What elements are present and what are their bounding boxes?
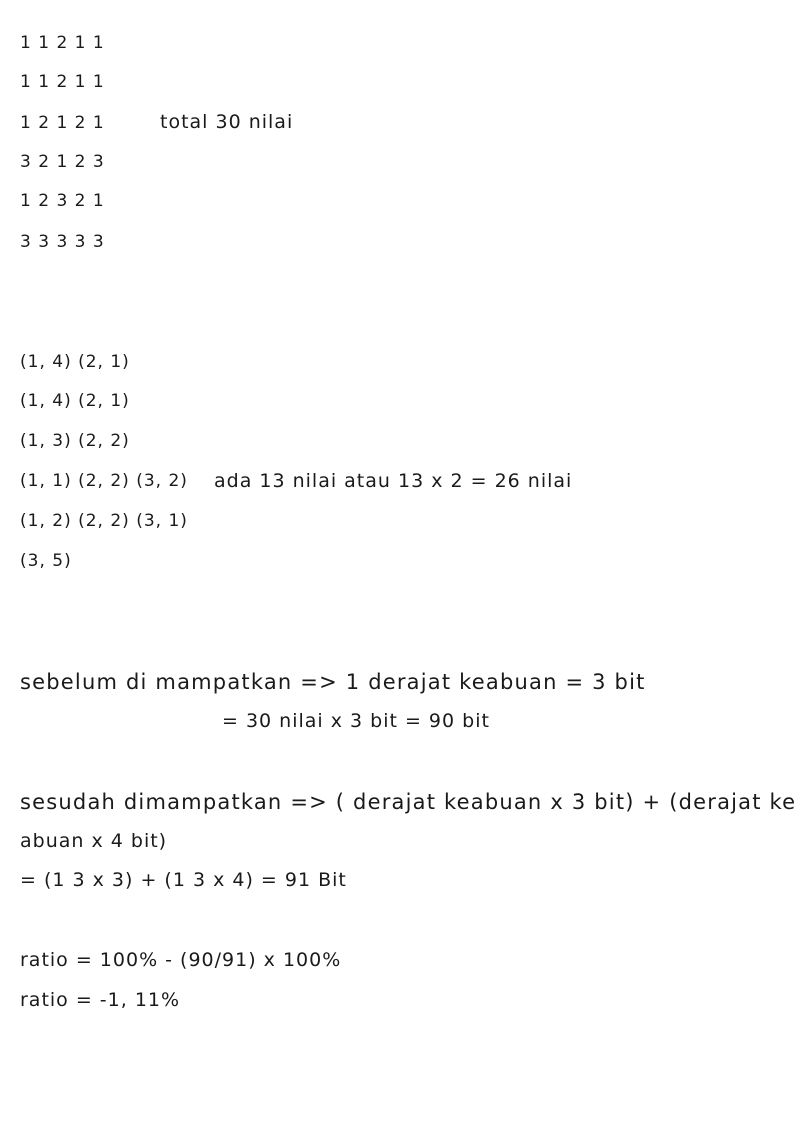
rle-row-4: (1, 1) (2, 2) (3, 2): [20, 471, 188, 491]
rle-row-3: (1, 3) (2, 2): [20, 431, 130, 451]
rle-row-6: (3, 5): [20, 551, 72, 571]
rle-count-note: ada 13 nilai atau 13 x 2 = 26 nilai: [214, 470, 573, 492]
before-line-1: sebelum di mampatkan => 1 derajat keabuan = 3 bit: [20, 670, 646, 694]
before-line-2: = 30 nilai x 3 bit = 90 bit: [222, 710, 490, 732]
matrix-total-note: total 30 nilai: [160, 111, 294, 133]
matrix-row-1: 1 1 2 1 1: [20, 33, 105, 53]
rle-row-5: (1, 2) (2, 2) (3, 1): [20, 511, 188, 531]
rle-row-2: (1, 4) (2, 1): [20, 391, 130, 411]
matrix-row-2: 1 1 2 1 1: [20, 72, 105, 92]
after-line-2: abuan x 4 bit): [20, 830, 168, 852]
matrix-row-4: 3 2 1 2 3: [20, 152, 105, 172]
ratio-line-2: ratio = -1, 11%: [20, 989, 181, 1011]
after-line-3: = (1 3 x 3) + (1 3 x 4) = 91 Bit: [20, 869, 347, 891]
matrix-row-3: 1 2 1 2 1: [20, 113, 105, 133]
ratio-line-1: ratio = 100% - (90/91) x 100%: [20, 949, 342, 971]
matrix-row-5: 1 2 3 2 1: [20, 191, 105, 211]
matrix-row-6: 3 3 3 3 3: [20, 232, 105, 252]
after-line-1: sesudah dimampatkan => ( derajat keabuan x 3 bit) + (derajat ke: [20, 790, 797, 814]
rle-row-1: (1, 4) (2, 1): [20, 352, 130, 372]
